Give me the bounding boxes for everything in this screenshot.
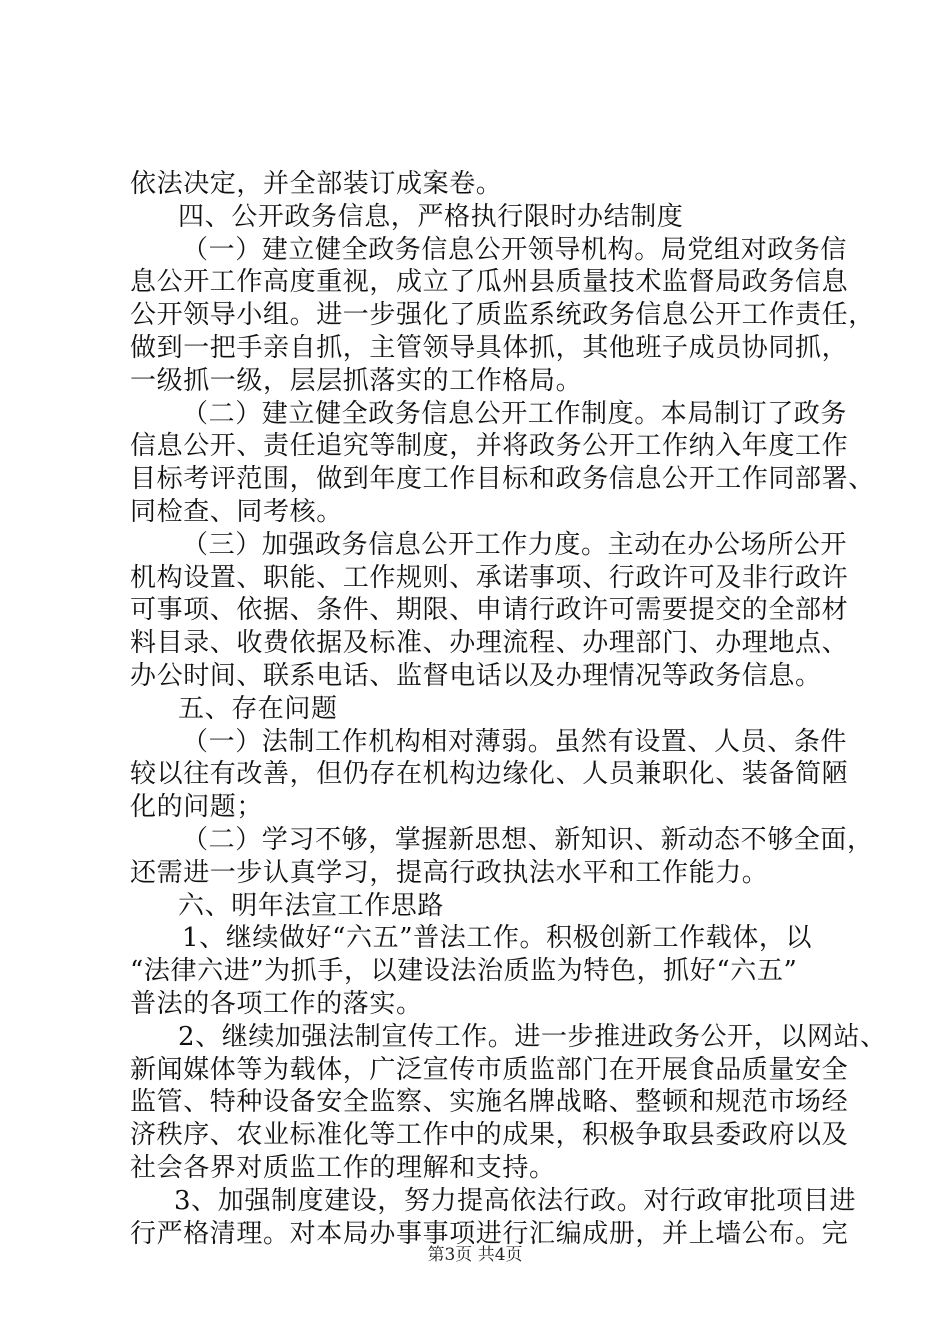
- text-line: 一级抓一级，层层抓落实的工作格局。: [130, 365, 583, 396]
- text-line: 普法的各项工作的落实。: [130, 988, 423, 1019]
- text-line: （二）学习不够，掌握新思想、新知识、新动态不够全面，: [182, 824, 874, 855]
- text-line: 目标考评范围，做到年度工作目标和政务信息公开工作同部署、: [130, 464, 875, 495]
- text-line: 较以往有改善，但仍存在机构边缘化、人员兼职化、装备简陋: [130, 759, 849, 790]
- text-line: 四、公开政务信息，严格执行限时办结制度: [178, 201, 684, 232]
- text-line: 社会各界对质监工作的理解和支持。: [130, 1152, 556, 1183]
- text-line: 息公开工作高度重视，成立了瓜州县质量技术监督局政务信息: [130, 267, 849, 298]
- text-line: 做到一把手亲自抓，主管领导具体抓，其他班子成员协同抓，: [130, 332, 849, 363]
- text-line: （三）加强政务信息公开工作力度。主动在办公场所公开: [182, 529, 848, 560]
- text-line: “法律六进”为抓手，以建设法治质监为特色，抓好“六五”: [130, 956, 798, 987]
- document-body: [130, 168, 887, 1250]
- page-footer: 第3页 共4页: [427, 1245, 523, 1265]
- text-line: 1、继续做好“六五”普法工作。积极创新工作载体，以: [182, 923, 813, 954]
- text-line: （二）建立健全政务信息公开工作制度。本局制订了政务: [182, 398, 848, 429]
- text-line: 机构设置、职能、工作规则、承诺事项、行政许可及非行政许: [130, 562, 849, 593]
- text-line: 公开领导小组。进一步强化了质监系统政务信息公开工作责任，: [130, 300, 875, 331]
- text-line: 新闻媒体等为载体，广泛宣传市质监部门在开展食品质量安全: [130, 1054, 849, 1085]
- text-line: 济秩序、农业标准化等工作中的成果，积极争取县委政府以及: [130, 1120, 849, 1151]
- text-line: 五、存在问题: [178, 693, 338, 724]
- text-line: 化的问题；: [130, 792, 264, 823]
- text-line: 信息公开、责任追究等制度，并将政务公开工作纳入年度工作: [130, 431, 849, 462]
- text-line: 行严格清理。对本局办事事项进行汇编成册，并上墙公布。完: [130, 1218, 849, 1249]
- text-line: （一）法制工作机构相对薄弱。虽然有设置、人员、条件: [182, 726, 848, 757]
- text-line: 还需进一步认真学习，提高行政执法水平和工作能力。: [130, 857, 769, 888]
- text-line: 办公时间、联系电话、监督电话以及办理情况等政务信息。: [130, 660, 822, 691]
- text-line: 料目录、收费依据及标准、办理流程、办理部门、办理地点、: [130, 628, 849, 659]
- text-line: 六、明年法宣工作思路: [178, 890, 445, 921]
- text-line: 2、继续加强法制宣传工作。进一步推进政务公开，以网站、: [178, 1021, 887, 1052]
- text-line: 监管、特种设备安全监察、实施名牌战略、整顿和规范市场经: [130, 1087, 849, 1118]
- text-line: 3、加强制度建设，努力提高依法行政。对行政审批项目进: [174, 1185, 857, 1216]
- text-line: 同检查、同考核。: [130, 496, 343, 527]
- text-line: 依法决定，并全部装订成案卷。: [130, 169, 503, 199]
- text-line: 可事项、依据、条件、期限、申请行政许可需要提交的全部材: [130, 595, 849, 626]
- text-line: （一）建立健全政务信息公开领导机构。局党组对政务信: [182, 234, 848, 265]
